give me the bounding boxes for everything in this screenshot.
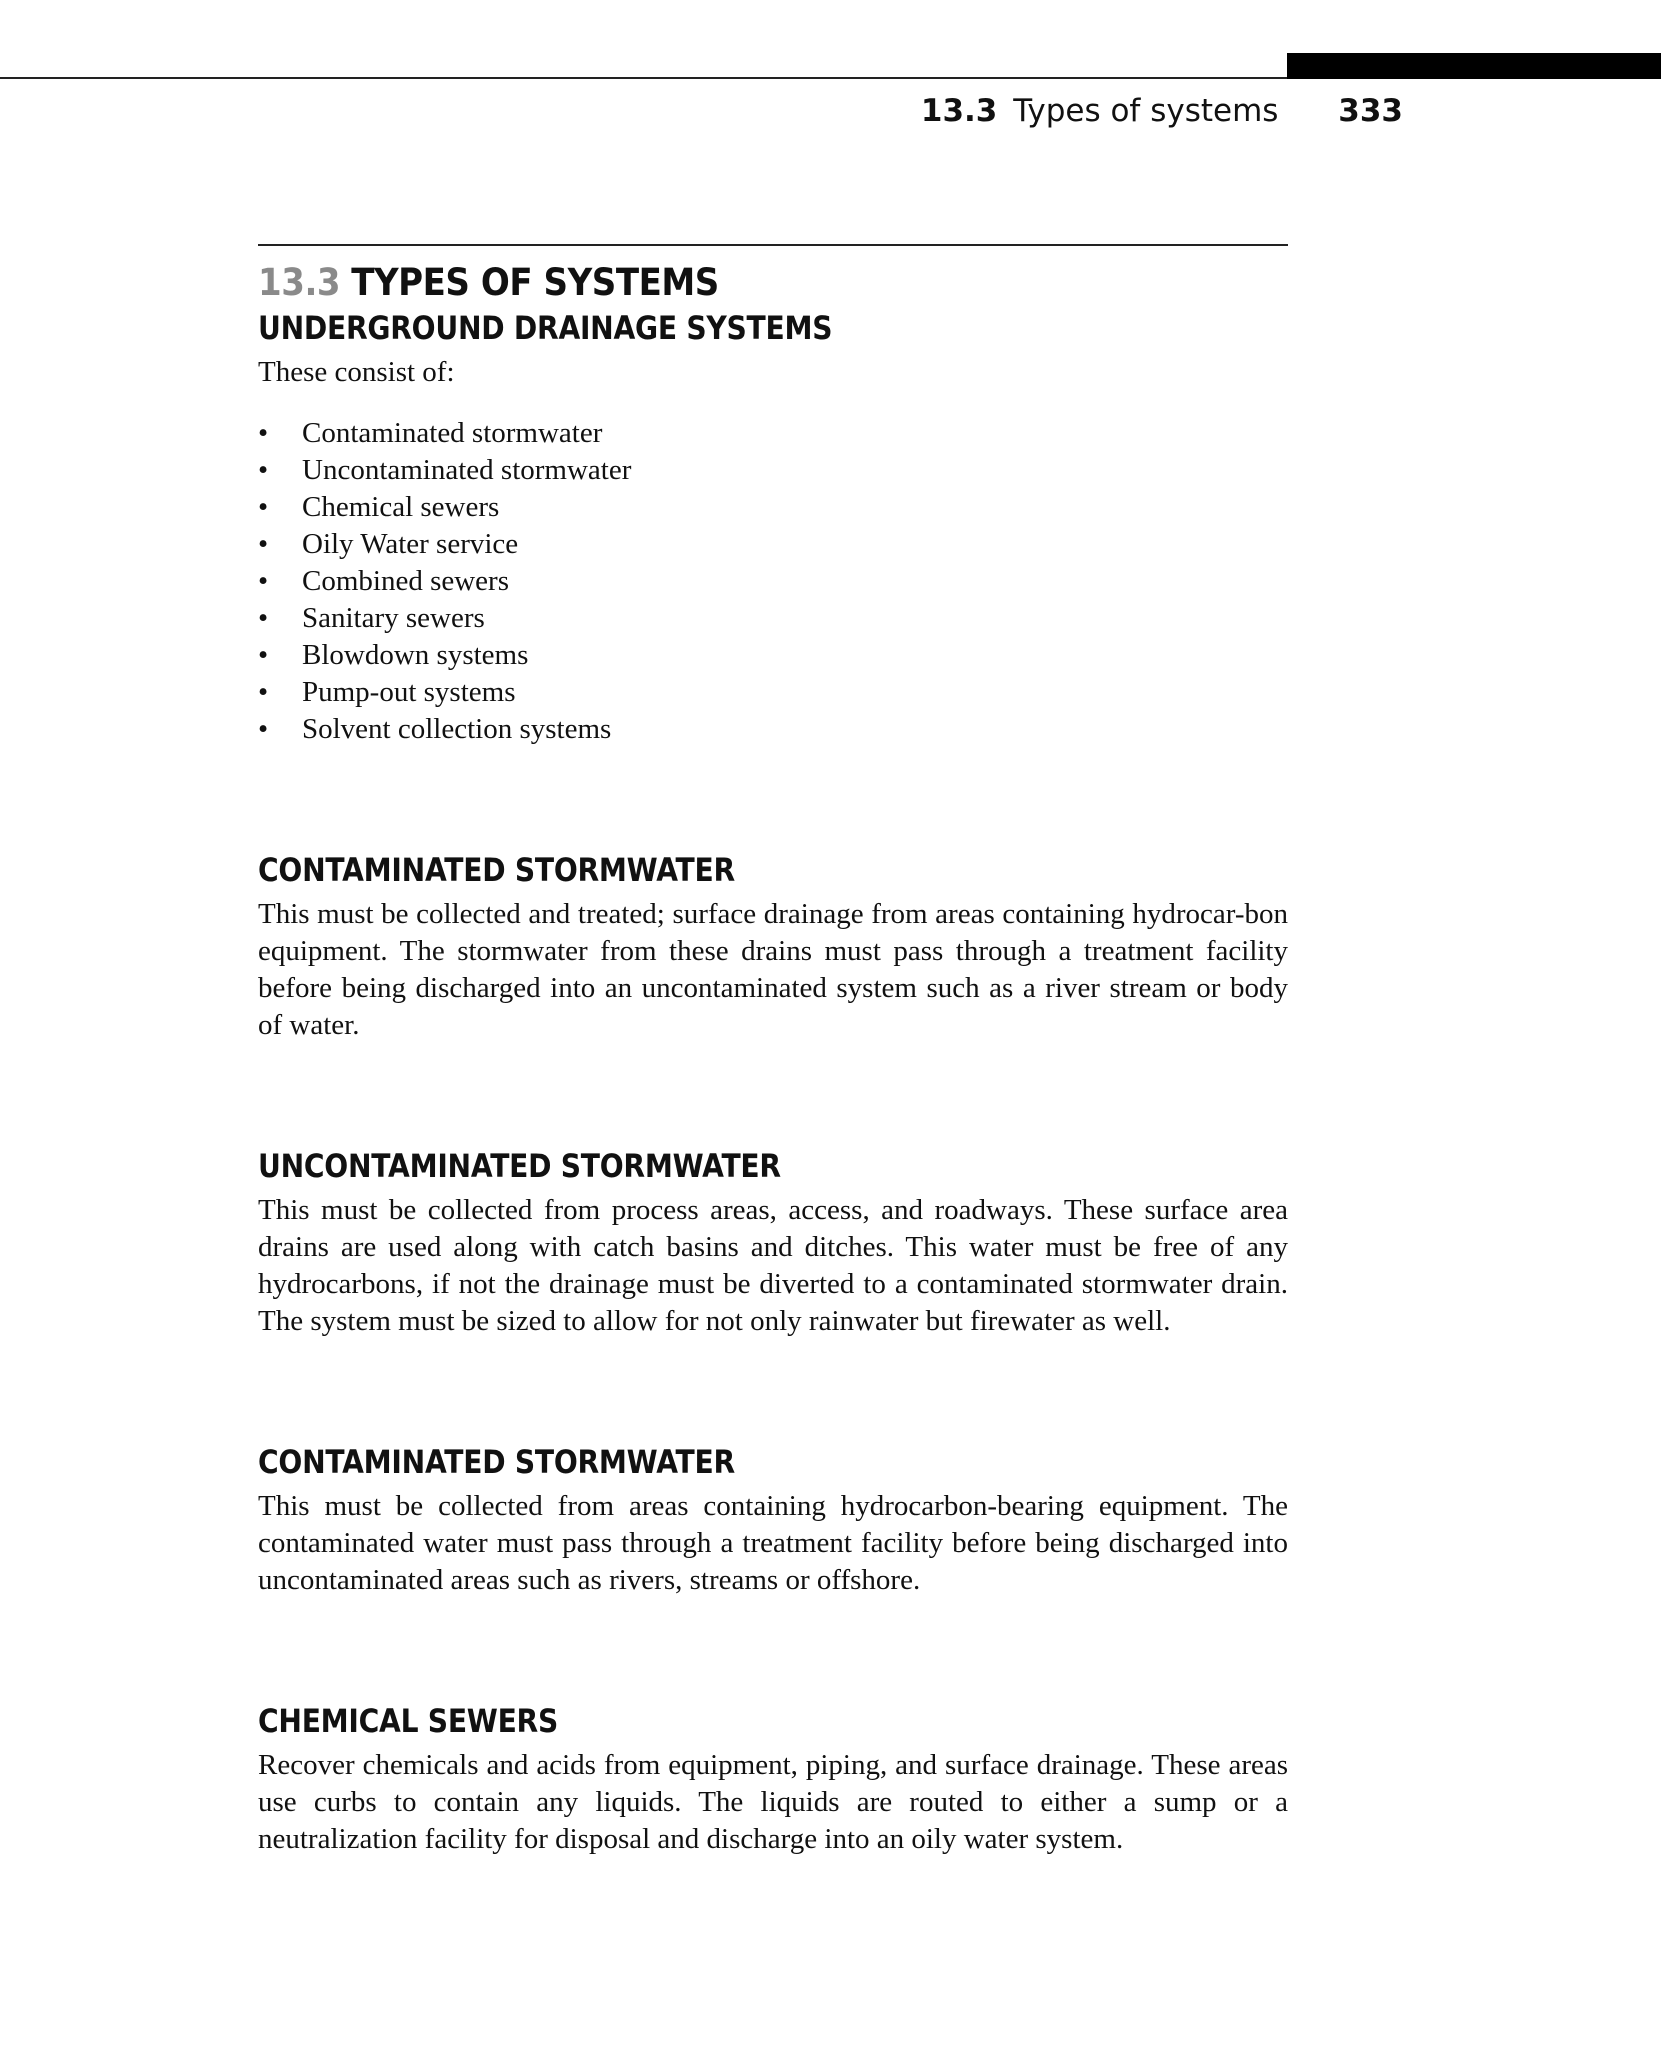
running-head-section-title: Types of systems xyxy=(1013,93,1279,129)
list-item: • Solvent collection systems xyxy=(258,711,1288,748)
subheading: UNCONTAMINATED STORMWATER xyxy=(258,1147,781,1185)
page-number: 333 xyxy=(1338,93,1403,129)
subsection-contaminated-stormwater-2 xyxy=(258,1440,1288,1599)
bullet-icon: • xyxy=(258,639,269,671)
subsection-uncontaminated-stormwater xyxy=(258,1144,1288,1340)
section-number: 13.3 xyxy=(258,261,341,304)
list-item: • Contaminated stormwater xyxy=(258,415,1288,452)
bullet-icon: • xyxy=(258,454,269,486)
list-item: • Blowdown systems xyxy=(258,637,1288,674)
list-item: • Chemical sewers xyxy=(258,489,1288,526)
section-rule xyxy=(258,244,1288,246)
header-thumb-bar xyxy=(1287,53,1661,79)
list-item: • Combined sewers xyxy=(258,563,1288,600)
running-head-section-number: 13.3 xyxy=(920,93,998,129)
running-head xyxy=(921,88,1403,134)
paragraph: Recover chemicals and acids from equipment, piping, and surface drainage. These areas use curbs to contain any liquids. The liquids are routed to either a sump or a neutralization facility for disposal and discharge into an oily water system. xyxy=(258,1749,1288,1855)
page-content xyxy=(258,244,1288,1858)
subheading: CONTAMINATED STORMWATER xyxy=(258,1443,735,1481)
subheading: CONTAMINATED STORMWATER xyxy=(258,851,735,889)
bullet-icon: • xyxy=(258,491,269,523)
bullet-icon: • xyxy=(258,528,269,560)
list-item: • Sanitary sewers xyxy=(258,600,1288,637)
drainage-systems-list xyxy=(258,415,1288,748)
paragraph: This must be collected from process areas, access, and roadways. These surface area drains are used along with catch basins and ditches. This water must be free of any hydrocarbons, if not the drainage must be diverted to a contaminated stormwater drain. The system must be sized to allow for not only rainwater but firewater as well. xyxy=(258,1194,1288,1337)
subheading: CHEMICAL SEWERS xyxy=(258,1702,559,1740)
paragraph: This must be collected from areas containing hydrocarbon-bearing equipment. The contaminated water must pass through a treatment facility before being discharged into uncontaminated areas such as rivers, streams or offshore. xyxy=(258,1490,1288,1596)
subheading-underground-drainage: UNDERGROUND DRAINAGE SYSTEMS xyxy=(258,309,833,347)
list-item: • Pump-out systems xyxy=(258,674,1288,711)
bullet-icon: • xyxy=(258,713,269,745)
section-heading xyxy=(258,260,1206,306)
paragraph: This must be collected and treated; surface drainage from areas containing hydrocar-bon equipment. The stormwater from these drains must pass through a treatment facility before being discharged into an uncontaminated system such as a river stream or body of water. xyxy=(258,898,1288,1041)
bullet-icon: • xyxy=(258,417,269,449)
subsection-contaminated-stormwater xyxy=(258,848,1288,1044)
list-item: • Oily Water service xyxy=(258,526,1288,563)
bullet-icon: • xyxy=(258,565,269,597)
bullet-icon: • xyxy=(258,676,269,708)
section-title: TYPES OF SYSTEMS xyxy=(351,261,719,304)
bullet-icon: • xyxy=(258,602,269,634)
list-item: • Uncontaminated stormwater xyxy=(258,452,1288,489)
intro-text: These consist of: xyxy=(258,356,455,388)
subsection-chemical-sewers xyxy=(258,1699,1288,1858)
